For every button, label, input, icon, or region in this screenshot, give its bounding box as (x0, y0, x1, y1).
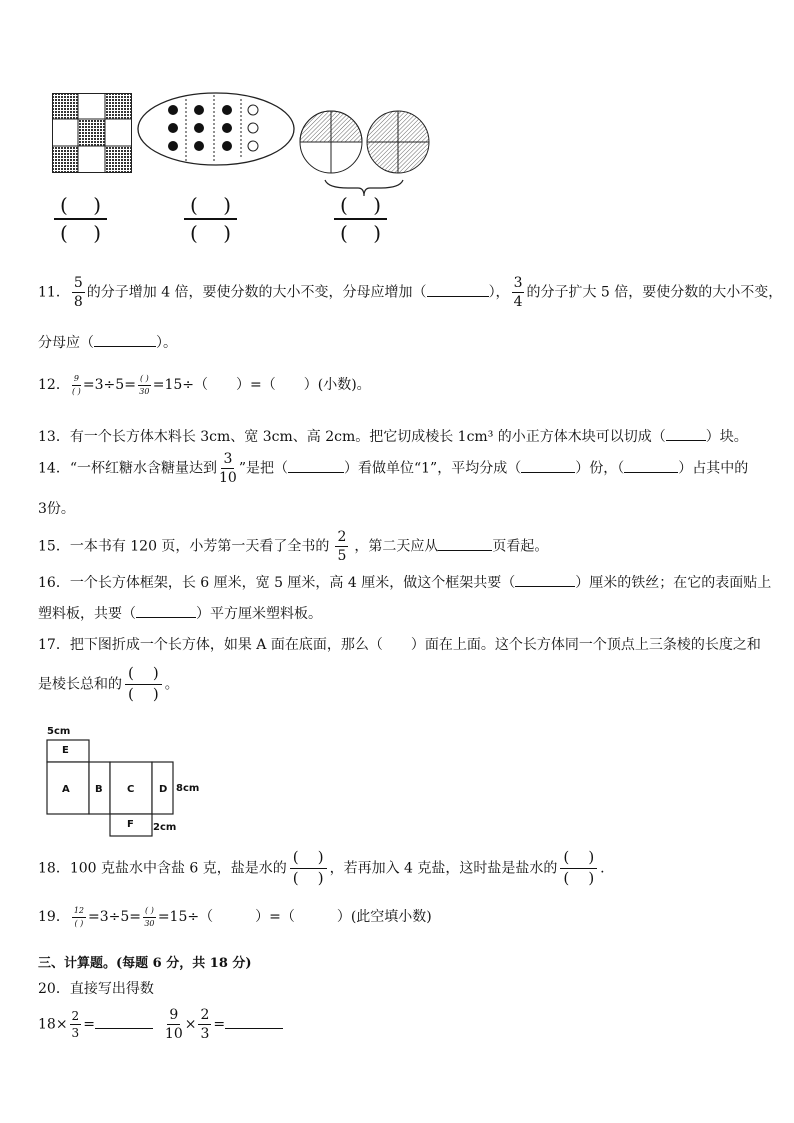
fraction (72, 907, 86, 928)
section-3-title: 三、计算题。(每题 6 分，共 18 分) (38, 956, 252, 971)
expression-text: = (213, 1016, 226, 1033)
question-text: 16．一个长方体框架，长 6 厘米，宽 5 厘米，高 4 厘米，做这个框架共要（ (38, 575, 516, 591)
question-text: 的分子增加 4 倍，要使分数的大小不变，分母应增加（ (86, 284, 427, 301)
fraction (138, 375, 151, 396)
figure2-answer-fraction[interactable] (184, 194, 237, 244)
answer-blank[interactable] (438, 550, 492, 551)
question-16-cont (38, 603, 322, 623)
denominator: ( ) (71, 386, 81, 396)
answer-blank[interactable] (515, 586, 575, 587)
oval-dots-figure (136, 91, 296, 167)
fraction (198, 1008, 211, 1041)
question-18 (38, 850, 605, 887)
fraction (143, 907, 156, 928)
fraction (335, 530, 348, 563)
face-e: E (62, 745, 69, 756)
answer-numerator: ( ) (290, 850, 327, 869)
question-text: . (600, 860, 605, 877)
question-text: ，若再加入 4 克盐，这时盐是盐水的 (329, 860, 558, 877)
expression-text: 18× (38, 1016, 68, 1033)
denominator: 10 (164, 1026, 183, 1042)
denominator: 10 (218, 470, 237, 486)
question-13 (38, 426, 748, 446)
question-text: =3÷5= (82, 377, 136, 393)
question-11-cont (38, 332, 177, 352)
question-text: ）占其中的 (678, 460, 749, 477)
numerator: 3 (513, 275, 523, 291)
answer-numerator: ( ) (54, 194, 107, 220)
denominator: ( ) (74, 918, 84, 928)
numerator: 2 (200, 1007, 210, 1023)
fraction (165, 1008, 183, 1041)
answer-blank[interactable] (95, 1028, 153, 1029)
answer-blank[interactable] (225, 1028, 283, 1029)
question-text: ）看做单位“1”，平均分成（ (343, 460, 522, 477)
face-c: C (127, 784, 135, 795)
answer-blank[interactable] (136, 617, 196, 618)
fraction (72, 375, 81, 396)
question-text: =15÷（ ）=（ ）(小数)。 (152, 377, 371, 393)
answer-blank[interactable] (94, 346, 156, 347)
denominator: 30 (139, 386, 150, 396)
answer-denominator: ( ) (292, 868, 324, 887)
question-text: ”是把（ (238, 460, 288, 477)
question-text: 13．有一个长方体木料长 3cm、宽 3cm、高 2cm。把它切成棱长 1cm³ 的小正方体木块可以切成（ (38, 429, 666, 445)
question-14 (38, 452, 748, 485)
question-17 (38, 634, 761, 654)
expression-text: × (184, 1016, 197, 1033)
question-text: 分母应（ (38, 335, 94, 351)
denominator: 4 (513, 294, 523, 310)
fraction (512, 276, 525, 309)
answer-denominator: ( ) (60, 221, 102, 245)
numerator: 3 (223, 451, 233, 467)
question-17-cont (38, 666, 179, 703)
label-8cm: 8cm (176, 783, 200, 794)
answer-blank[interactable] (288, 472, 344, 473)
question-14-cont (38, 498, 75, 518)
fraction (219, 452, 237, 485)
question-text: 18．100 克盐水中含盐 6 克，盐是水的 (38, 860, 287, 877)
question-11 (38, 276, 782, 309)
numerator: 2 (337, 529, 347, 545)
face-f: F (127, 819, 134, 830)
answer-denominator: ( ) (340, 221, 382, 245)
answer-denominator: ( ) (128, 684, 159, 703)
answer-numerator: ( ) (184, 194, 237, 220)
answer-blank[interactable] (666, 440, 706, 441)
question-16 (38, 572, 771, 592)
numerator: 12 (72, 907, 86, 918)
question-15 (38, 530, 548, 563)
question-text: 是棱长总和的 (38, 676, 122, 693)
face-d: D (159, 784, 168, 795)
question-text: =3÷5= (88, 909, 142, 925)
question-text: ）块。 (705, 429, 748, 445)
question-text: ）厘米的铁丝；在它的表面贴上 (575, 575, 772, 591)
face-b: B (95, 784, 103, 795)
answer-numerator: ( ) (125, 666, 162, 685)
question-text: 15．一本书有 120 页，小芳第一天看了全书的 (38, 538, 330, 555)
face-a: A (62, 784, 70, 795)
answer-blank[interactable] (427, 296, 489, 297)
question-text: 页看起。 (492, 538, 549, 555)
fraction (72, 276, 85, 309)
question-number: 11． (38, 284, 70, 301)
numerator: ( ) (138, 375, 151, 386)
question-12 (38, 374, 371, 396)
question-text: ，第二天应从 (354, 538, 439, 555)
question-text: =15÷（ ）=（ ）(此空填小数) (157, 909, 432, 925)
question-text: ）。 (156, 335, 177, 351)
answer-blank[interactable] (624, 472, 678, 473)
answer-fraction[interactable] (125, 666, 162, 703)
denominator: 5 (337, 548, 347, 564)
fraction (70, 1010, 82, 1039)
label-2cm: 2cm (153, 822, 177, 833)
label-5cm: 5cm (47, 726, 71, 737)
answer-denominator: ( ) (563, 868, 595, 887)
numerator: ( ) (143, 907, 156, 918)
question-text: ）平方厘米塑料板。 (196, 606, 322, 622)
question-number: 12． (38, 377, 70, 393)
figure1-answer-fraction[interactable] (54, 194, 107, 244)
answer-denominator: ( ) (190, 221, 232, 245)
question-text: 。 (164, 676, 179, 693)
denominator: 30 (144, 918, 155, 928)
question-text: 14．“一杯红糖水含糖量达到 (38, 460, 217, 477)
question-number: 19． (38, 909, 70, 925)
numerator: 2 (71, 1009, 80, 1023)
checkerboard-figure (52, 93, 132, 173)
numerator: 5 (73, 275, 83, 291)
question-text: ）， (488, 284, 510, 301)
question-20-expressions (38, 1008, 283, 1041)
circles-figure (298, 108, 432, 200)
question-text: 塑料板，共要（ (38, 606, 136, 622)
answer-numerator: ( ) (334, 194, 387, 220)
figure3-answer-fraction[interactable] (334, 194, 387, 244)
answer-numerator: ( ) (560, 850, 597, 869)
question-text: 的分子扩大 5 倍，要使分数的大小不变， (526, 284, 783, 301)
numerator: 9 (169, 1007, 179, 1023)
numerator: 9 (72, 375, 81, 386)
expression-text: = (83, 1016, 95, 1033)
answer-fraction[interactable] (290, 850, 327, 887)
question-19 (38, 906, 432, 928)
answer-fraction[interactable] (560, 850, 597, 887)
denominator: 3 (71, 1026, 80, 1040)
question-text: 3份。 (38, 501, 75, 517)
denominator: 8 (73, 294, 83, 310)
answer-blank[interactable] (521, 472, 575, 473)
question-20-title: 20．直接写出得数 (38, 981, 154, 997)
question-text: ）份，（ (575, 460, 625, 477)
denominator: 3 (200, 1026, 210, 1042)
question-text: 17．把下图折成一个长方体，如果 A 面在底面，那么（ ）面在上面。这个长方体同一个顶点上三条棱的长度之和 (38, 637, 761, 653)
